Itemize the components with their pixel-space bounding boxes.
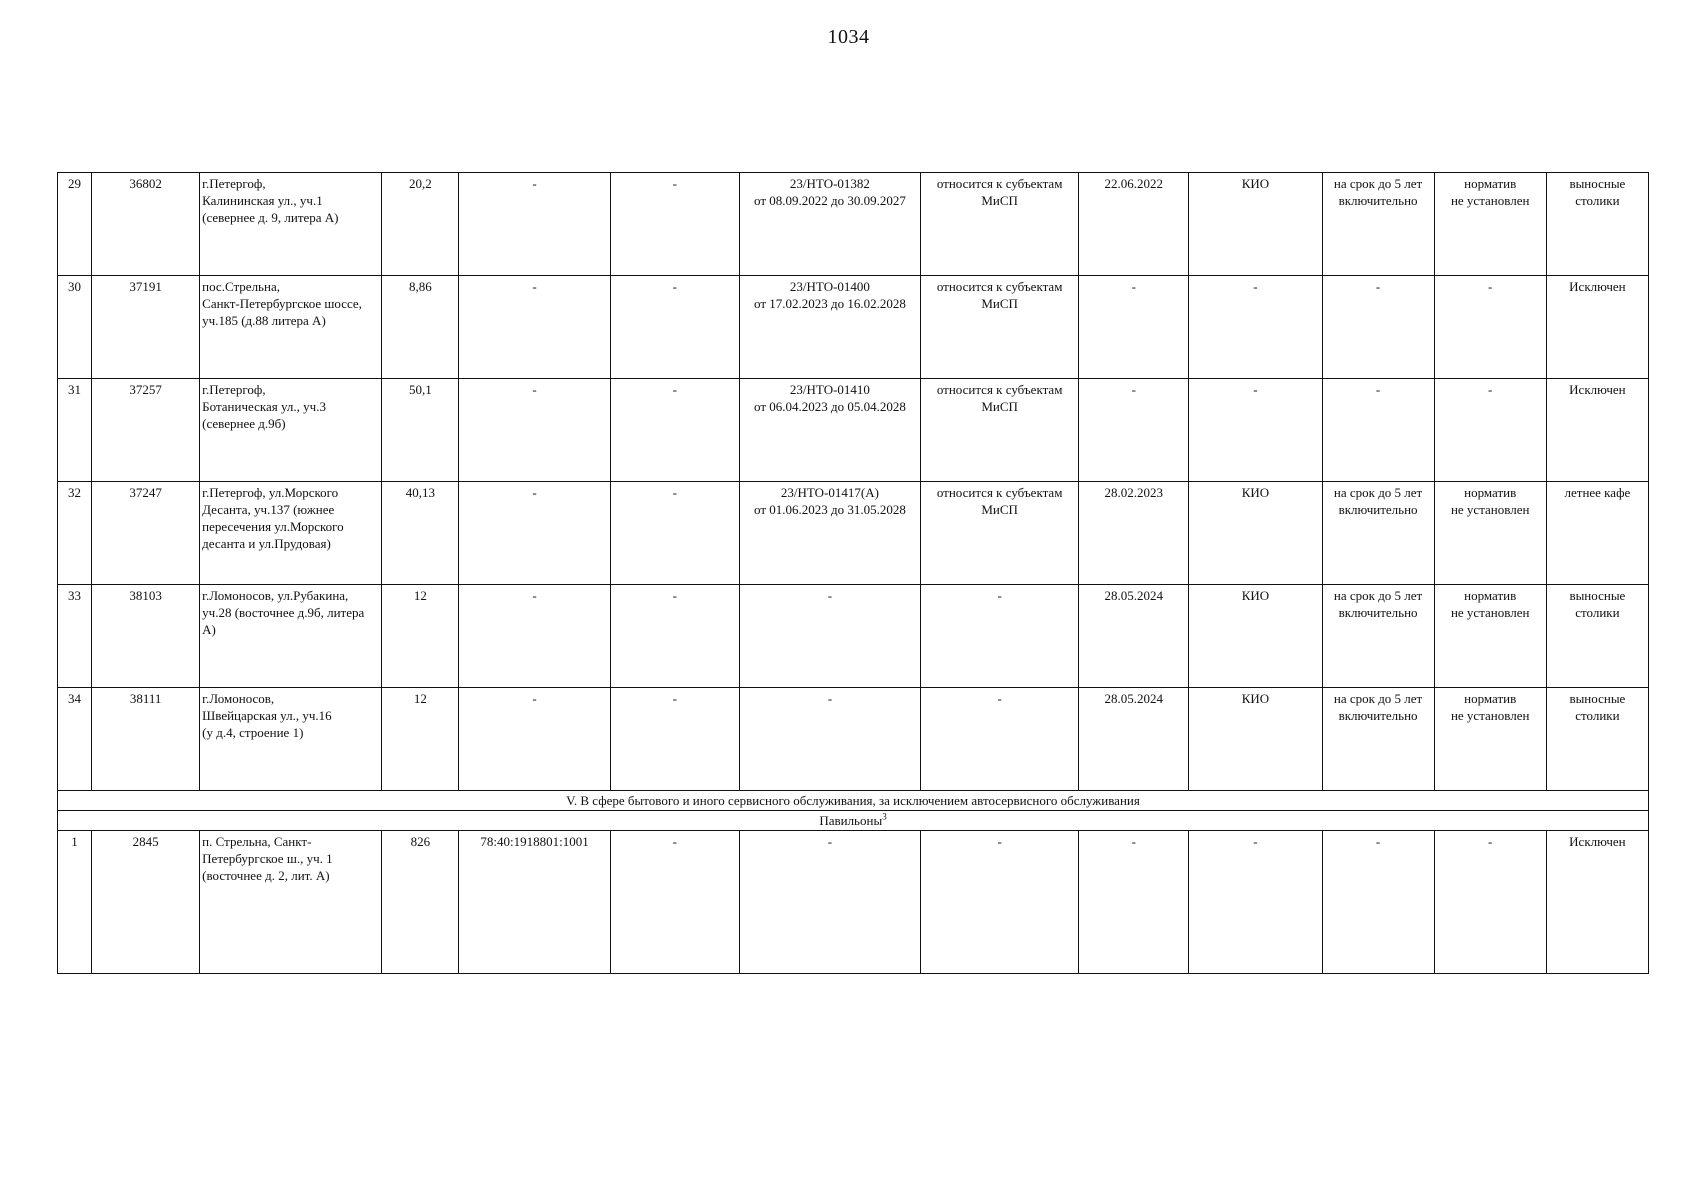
address-cell: г.Петергоф, ул.Морского Десанта, уч.137 (южнее пересечения ул.Морского десанта и ул.Прудовая)	[200, 482, 382, 585]
term-cell: на срок до 5 лет включительно	[1322, 688, 1434, 791]
term-cell: -	[1322, 276, 1434, 379]
contract-cell: 23/НТО-01417(А) от 01.06.2023 до 31.05.2028	[739, 482, 920, 585]
table-row	[58, 276, 1649, 379]
address-cell: п. Стрельна, Санкт- Петербургское ш., уч. 1 (восточнее д. 2, лит. А)	[200, 831, 382, 974]
term-cell: на срок до 5 лет включительно	[1322, 585, 1434, 688]
cadastral-cell: -	[459, 688, 610, 791]
org-cell: КИО	[1189, 688, 1322, 791]
area-cell: 40,13	[382, 482, 459, 585]
table-row	[58, 585, 1649, 688]
type-cell: Исключен	[1546, 276, 1648, 379]
column-6-cell: -	[610, 831, 739, 974]
row-number-cell: 33	[58, 585, 92, 688]
column-6-cell: -	[610, 173, 739, 276]
cadastral-cell: -	[459, 379, 610, 482]
row-number-cell: 34	[58, 688, 92, 791]
table-row	[58, 482, 1649, 585]
norm-cell: -	[1434, 831, 1546, 974]
cadastral-cell: -	[459, 173, 610, 276]
term-cell: -	[1322, 379, 1434, 482]
area-cell: 12	[382, 688, 459, 791]
table-row	[58, 379, 1649, 482]
contract-cell: 23/НТО-01410 от 06.04.2023 до 05.04.2028	[739, 379, 920, 482]
object-id-cell: 37247	[92, 482, 200, 585]
norm-cell: -	[1434, 276, 1546, 379]
column-6-cell: -	[610, 585, 739, 688]
address-cell: г.Ломоносов, ул.Рубакина, уч.28 (восточнее д.9б, литера А)	[200, 585, 382, 688]
date-cell: 28.05.2024	[1079, 585, 1189, 688]
address-cell: г.Ломоносов, Швейцарская ул., уч.16 (у д.4, строение 1)	[200, 688, 382, 791]
object-id-cell: 36802	[92, 173, 200, 276]
cadastral-cell: -	[459, 585, 610, 688]
row-number-cell: 32	[58, 482, 92, 585]
row-number-cell: 30	[58, 276, 92, 379]
org-cell: -	[1189, 831, 1322, 974]
column-6-cell: -	[610, 688, 739, 791]
footnote-marker: 3	[882, 811, 887, 822]
contract-cell: -	[739, 585, 920, 688]
contract-cell: 23/НТО-01400 от 17.02.2023 до 16.02.2028	[739, 276, 920, 379]
type-cell: выносные столики	[1546, 688, 1648, 791]
date-cell: 22.06.2022	[1079, 173, 1189, 276]
smsp-cell: относится к субъектам МиСП	[921, 379, 1079, 482]
row-number-cell: 31	[58, 379, 92, 482]
smsp-cell: относится к субъектам МиСП	[921, 482, 1079, 585]
org-cell: -	[1189, 276, 1322, 379]
contract-cell: 23/НТО-01382 от 08.09.2022 до 30.09.2027	[739, 173, 920, 276]
section-title: V. В сфере бытового и иного сервисного обслуживания, за исключением автосервисного обслуживания	[58, 791, 1649, 811]
org-cell: КИО	[1189, 173, 1322, 276]
table-row	[58, 831, 1649, 974]
contract-cell: -	[739, 688, 920, 791]
smsp-cell: -	[921, 688, 1079, 791]
norm-cell: норматив не установлен	[1434, 585, 1546, 688]
address-cell: г.Петергоф, Ботаническая ул., уч.3 (севернее д.9б)	[200, 379, 382, 482]
norm-cell: норматив не установлен	[1434, 688, 1546, 791]
type-cell: выносные столики	[1546, 585, 1648, 688]
term-cell: на срок до 5 лет включительно	[1322, 482, 1434, 585]
org-cell: -	[1189, 379, 1322, 482]
smsp-cell: -	[921, 831, 1079, 974]
cadastral-cell: -	[459, 482, 610, 585]
column-6-cell: -	[610, 276, 739, 379]
page-number: 1034	[827, 26, 870, 48]
area-cell: 20,2	[382, 173, 459, 276]
contract-cell: -	[739, 831, 920, 974]
register-table	[57, 172, 1649, 974]
object-id-cell: 2845	[92, 831, 200, 974]
subsection-row	[58, 811, 1649, 831]
subsection-cell	[58, 811, 1649, 831]
date-cell: -	[1079, 379, 1189, 482]
column-6-cell: -	[610, 482, 739, 585]
area-cell: 8,86	[382, 276, 459, 379]
term-cell: -	[1322, 831, 1434, 974]
table-row	[58, 688, 1649, 791]
norm-cell: норматив не установлен	[1434, 482, 1546, 585]
cadastral-cell: -	[459, 276, 610, 379]
term-cell: на срок до 5 лет включительно	[1322, 173, 1434, 276]
object-id-cell: 38103	[92, 585, 200, 688]
object-id-cell: 37257	[92, 379, 200, 482]
org-cell: КИО	[1189, 482, 1322, 585]
date-cell: 28.05.2024	[1079, 688, 1189, 791]
smsp-cell: относится к субъектам МиСП	[921, 276, 1079, 379]
smsp-cell: -	[921, 585, 1079, 688]
table-row	[58, 173, 1649, 276]
type-cell: выносные столики	[1546, 173, 1648, 276]
org-cell: КИО	[1189, 585, 1322, 688]
row-number-cell: 1	[58, 831, 92, 974]
cadastral-cell: 78:40:1918801:1001	[459, 831, 610, 974]
column-6-cell: -	[610, 379, 739, 482]
section-row	[58, 791, 1649, 811]
object-id-cell: 37191	[92, 276, 200, 379]
address-cell: пос.Стрельна, Санкт-Петербургское шоссе, уч.185 (д.88 литера А)	[200, 276, 382, 379]
row-number-cell: 29	[58, 173, 92, 276]
norm-cell: -	[1434, 379, 1546, 482]
area-cell: 50,1	[382, 379, 459, 482]
smsp-cell: относится к субъектам МиСП	[921, 173, 1079, 276]
area-cell: 826	[382, 831, 459, 974]
object-id-cell: 38111	[92, 688, 200, 791]
address-cell: г.Петергоф, Калининская ул., уч.1 (севернее д. 9, литера А)	[200, 173, 382, 276]
subsection-title: Павильоны	[819, 813, 883, 828]
date-cell: -	[1079, 831, 1189, 974]
type-cell: летнее кафе	[1546, 482, 1648, 585]
type-cell: Исключен	[1546, 379, 1648, 482]
date-cell: 28.02.2023	[1079, 482, 1189, 585]
type-cell: Исключен	[1546, 831, 1648, 974]
norm-cell: норматив не установлен	[1434, 173, 1546, 276]
date-cell: -	[1079, 276, 1189, 379]
area-cell: 12	[382, 585, 459, 688]
